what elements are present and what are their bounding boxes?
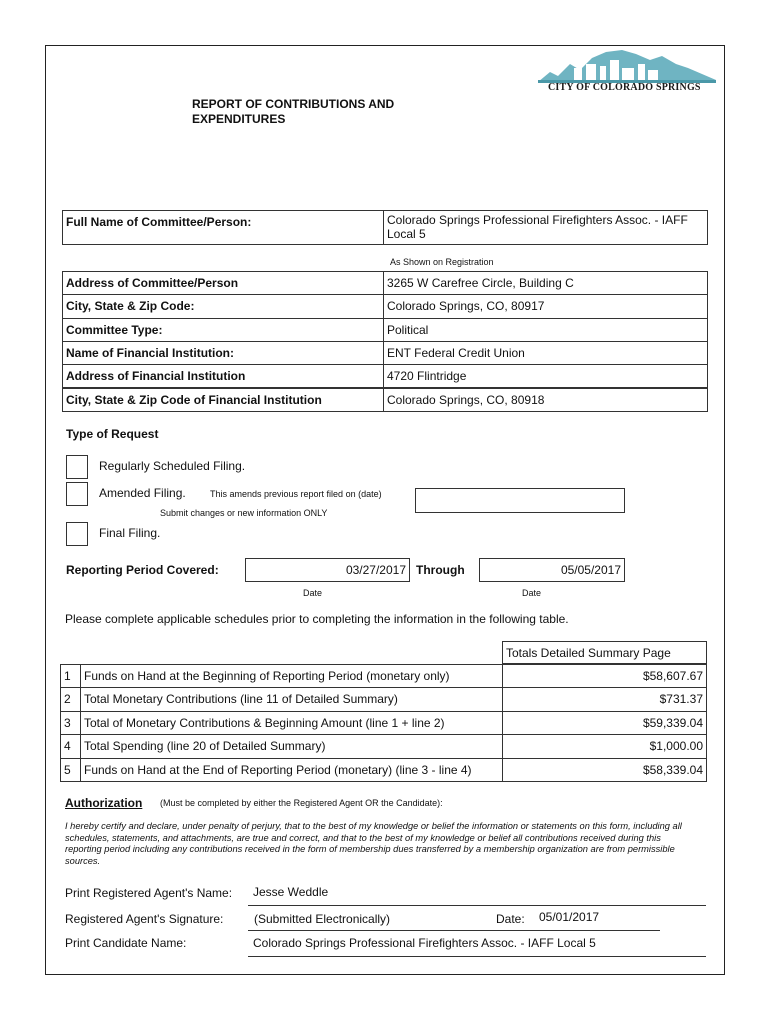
period-from-field[interactable]: 03/27/2017 — [245, 558, 410, 582]
candidate-name-value[interactable]: Colorado Springs Professional Firefighters Assoc. - IAFF Local 5 — [253, 936, 596, 950]
info-row-value[interactable]: ENT Federal Credit Union — [383, 341, 708, 365]
summary-row-amount[interactable]: $59,339.04 — [502, 711, 707, 735]
date-label: Date: — [496, 912, 525, 926]
agent-name-underline — [248, 905, 706, 906]
amends-note: This amends previous report filed on (date) — [210, 489, 382, 499]
registration-note: As Shown on Registration — [390, 257, 494, 267]
info-row-label: Address of Financial Institution — [62, 364, 384, 388]
summary-row-amount[interactable]: $731.37 — [502, 687, 707, 711]
agent-name-label: Print Registered Agent's Name: — [65, 886, 233, 900]
page-title: REPORT OF CONTRIBUTIONS AND EXPENDITURES — [192, 97, 395, 126]
regular-filing-label: Regularly Scheduled Filing. — [99, 459, 246, 473]
final-filing-label: Final Filing. — [99, 526, 161, 540]
summary-row-number: 2 — [60, 687, 81, 711]
summary-row-number: 1 — [60, 664, 81, 688]
authorization-note: (Must be completed by either the Registered Agent OR the Candidate): — [160, 798, 443, 808]
summary-row-description: Total Monetary Contributions (line 11 of Detailed Summary) — [80, 687, 503, 711]
summary-column-header: Totals Detailed Summary Page — [502, 641, 707, 664]
info-row-value[interactable]: Colorado Springs, CO, 80917 — [383, 294, 708, 318]
from-date-caption: Date — [303, 588, 323, 598]
summary-row-description: Funds on Hand at the End of Reporting Period (monetary) (line 3 - line 4) — [80, 758, 503, 782]
authorization-heading: Authorization — [65, 796, 143, 810]
summary-row-number: 3 — [60, 711, 81, 735]
summary-row-amount[interactable]: $1,000.00 — [502, 734, 707, 758]
summary-row-amount[interactable]: $58,339.04 — [502, 758, 707, 782]
info-row-label: City, State & Zip Code of Financial Institution — [62, 388, 384, 412]
certification-text: I hereby certify and declare, under penalty of perjury, that to the best of my knowledge or belief the information or statements on this form, including all schedules, statements, and attachments, are true and correct, and that to the best of my knowledge or belief all contributions received during this reporting period including any contributions received in the form of membership dues transferred by a membership organization are from permissible sources. — [65, 821, 682, 866]
submit-changes-note: Submit changes or new information ONLY — [160, 508, 328, 518]
reporting-period-label: Reporting Period Covered: — [66, 563, 219, 577]
amended-filing-label: Amended Filing. — [99, 486, 186, 500]
amended-filing-checkbox[interactable] — [66, 482, 88, 506]
city-logo — [536, 46, 718, 94]
full-name-label: Full Name of Committee/Person: — [62, 210, 384, 245]
summary-row-description: Funds on Hand at the Beginning of Reporting Period (monetary only) — [80, 664, 503, 688]
period-to-field[interactable]: 05/05/2017 — [479, 558, 625, 582]
info-row-value[interactable]: Political — [383, 318, 708, 342]
candidate-name-label: Print Candidate Name: — [65, 936, 187, 950]
signature-label: Registered Agent's Signature: — [65, 912, 224, 926]
final-filing-checkbox[interactable] — [66, 522, 88, 546]
summary-row-amount[interactable]: $58,607.67 — [502, 664, 707, 688]
regular-filing-checkbox[interactable] — [66, 455, 88, 479]
summary-row-number: 5 — [60, 758, 81, 782]
info-row-label: Name of Financial Institution: — [62, 341, 384, 365]
summary-row-description: Total of Monetary Contributions & Beginning Amount (line 1 + line 2) — [80, 711, 503, 735]
instructions-text: Please complete applicable schedules prior to completing the information in the following table. — [65, 612, 569, 626]
signature-underline — [248, 930, 660, 931]
info-row-label: Committee Type: — [62, 318, 384, 342]
candidate-underline — [248, 956, 706, 957]
info-row-label: City, State & Zip Code: — [62, 294, 384, 318]
signature-date-value[interactable]: 05/01/2017 — [539, 910, 600, 924]
agent-name-value[interactable]: Jesse Weddle — [253, 885, 329, 899]
info-row-value[interactable]: 3265 W Carefree Circle, Building C — [383, 271, 708, 295]
summary-row-description: Total Spending (line 20 of Detailed Summary) — [80, 734, 503, 758]
through-label: Through — [416, 563, 465, 577]
info-row-value[interactable]: Colorado Springs, CO, 80918 — [383, 388, 708, 412]
type-of-request-heading: Type of Request — [66, 427, 159, 441]
full-name-value[interactable]: Colorado Springs Professional Firefighters Assoc. - IAFF Local 5 — [383, 210, 708, 245]
city-name: CITY OF COLORADO SPRINGS — [548, 82, 701, 93]
info-row-label: Address of Committee/Person — [62, 271, 384, 295]
summary-row-number: 4 — [60, 734, 81, 758]
to-date-caption: Date — [522, 588, 542, 598]
amended-date-field[interactable] — [415, 488, 625, 513]
signature-value[interactable]: (Submitted Electronically) — [254, 912, 391, 926]
info-row-value[interactable]: 4720 Flintridge — [383, 364, 708, 388]
